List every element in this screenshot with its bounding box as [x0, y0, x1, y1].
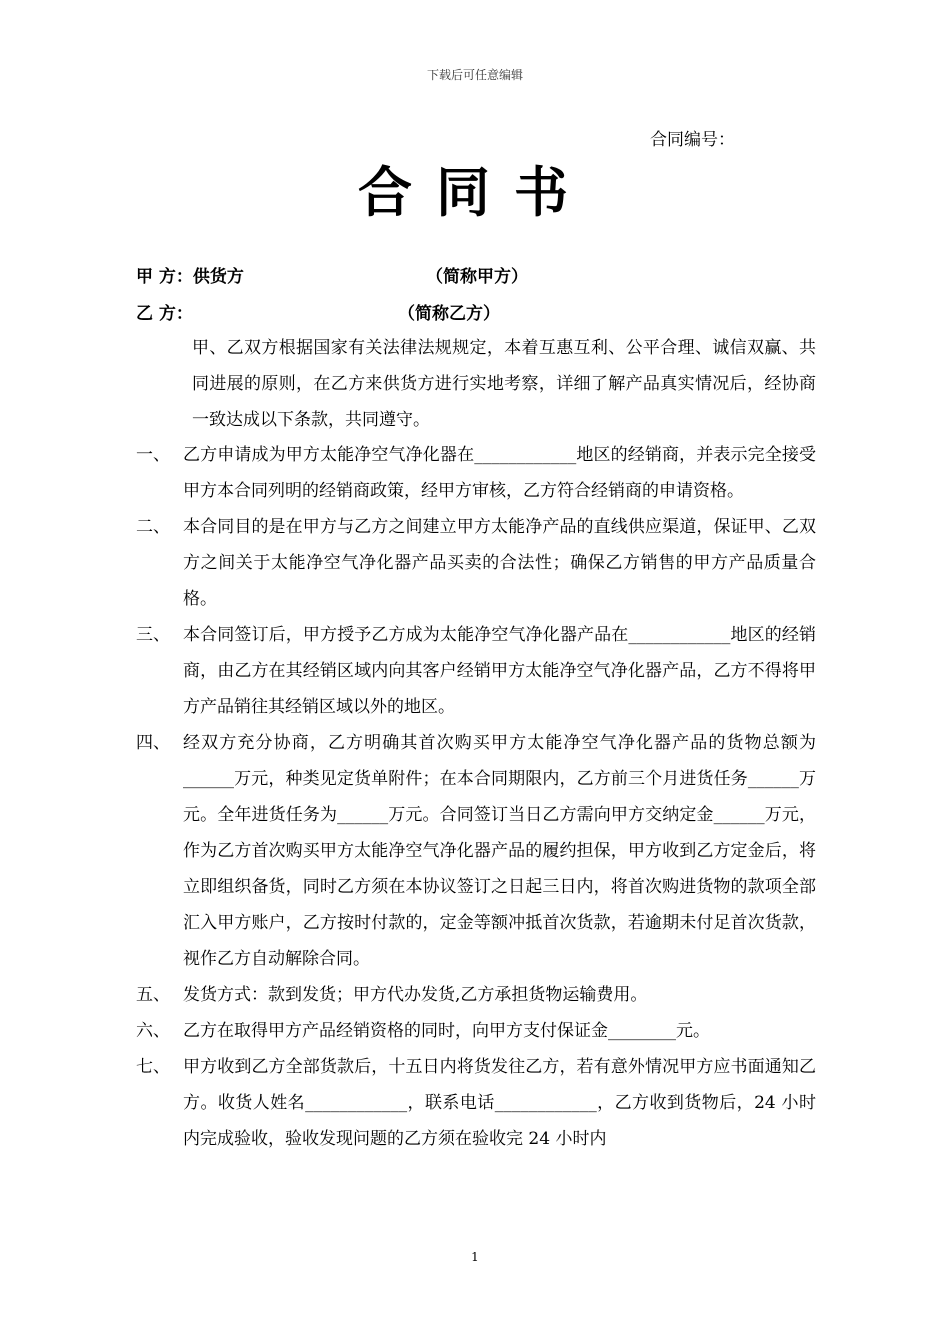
- party-a-label: 甲 方：供货方: [136, 267, 244, 287]
- party-b-abbr: （简称乙方）: [398, 304, 500, 324]
- intro-paragraph: 甲、乙双方根据国家有关法律法规规定，本着互惠互利、公平合理、诚信双赢、共同进展的原则，在乙方来供货方进行实地考察，详细了解产品真实情况后，经协商一致达成以下条款，共同遵守。: [192, 338, 816, 430]
- clause-6: [136, 1013, 816, 1049]
- clause-text: 本合同签订后，甲方授予乙方成为太能净空气净化器产品在____________地区的经销商，由乙方在其经销区域内向其客户经销甲方太能净空气净化器产品，乙方不得将甲方产品销往其经销区域以外的地区。: [183, 625, 816, 717]
- clause-number: 五、: [136, 985, 170, 1005]
- clause-text: 甲方收到乙方全部货款后，十五日内将货发往乙方，若有意外情况甲方应书面通知乙方。收货人姓名____________，联系电话____________，乙方收到货物后，24 小时内完成验收，验收发现问题的乙方须在验收完 24 小时内: [183, 1057, 816, 1149]
- clause-number: 七、: [136, 1057, 170, 1077]
- contract-number-label: 合同编号：: [650, 130, 735, 150]
- clause-1: [136, 437, 816, 509]
- clause-text: 本合同目的是在甲方与乙方之间建立甲方太能净产品的直线供应渠道，保证甲、乙双方之间关于太能净空气净化器产品买卖的合法性；确保乙方销售的甲方产品质量合格。: [183, 517, 816, 609]
- page-title: 合同书: [358, 160, 592, 224]
- party-a-abbr: （简称甲方）: [426, 267, 528, 287]
- clause-number: 三、: [136, 625, 170, 645]
- clause-7: [136, 1049, 816, 1157]
- clause-number: 四、: [136, 733, 170, 753]
- page-number: 1: [471, 1250, 479, 1264]
- clause-text: 乙方申请成为甲方太能净空气净化器在____________地区的经销商，并表示完全接受甲方本合同列明的经销商政策，经甲方审核，乙方符合经销商的申请资格。: [183, 445, 816, 501]
- clause-5: [136, 977, 816, 1013]
- clause-3: [136, 617, 816, 725]
- party-a: [136, 262, 528, 287]
- clause-text: 发货方式：款到发货；甲方代办发货,乙方承担货物运输费用。: [183, 985, 648, 1005]
- clause-number: 二、: [136, 517, 170, 537]
- clause-number: 一、: [136, 445, 170, 465]
- header-note: 下载后可任意编辑: [426, 68, 523, 82]
- clause-text: 经双方充分协商，乙方明确其首次购买甲方太能净空气净化器产品的货物总额为______万元，种类见定货单附件；在本合同期限内，乙方前三个月进货任务______万元。全年进货任务为______万元。合同签订当日乙方需向甲方交纳定金______万元，作为乙方首次购买甲方太能净空气净化器产品的履约担保，甲方收到乙方定金后，将立即组织备货，同时乙方须在本协议签订之日起三日内，将首次购进货物的款项全部汇入甲方账户，乙方按时付款的，定金等额冲抵首次货款，若逾期未付足首次货款，视作乙方自动解除合同。: [183, 733, 816, 969]
- clause-list: [136, 437, 816, 1157]
- clause-2: [136, 509, 816, 617]
- party-b: [136, 299, 500, 324]
- party-b-label: 乙 方：: [136, 304, 193, 324]
- clause-number: 六、: [136, 1021, 170, 1041]
- clause-text: 乙方在取得甲方产品经销资格的同时，向甲方支付保证金________元。: [183, 1021, 710, 1041]
- clause-4: [136, 725, 816, 977]
